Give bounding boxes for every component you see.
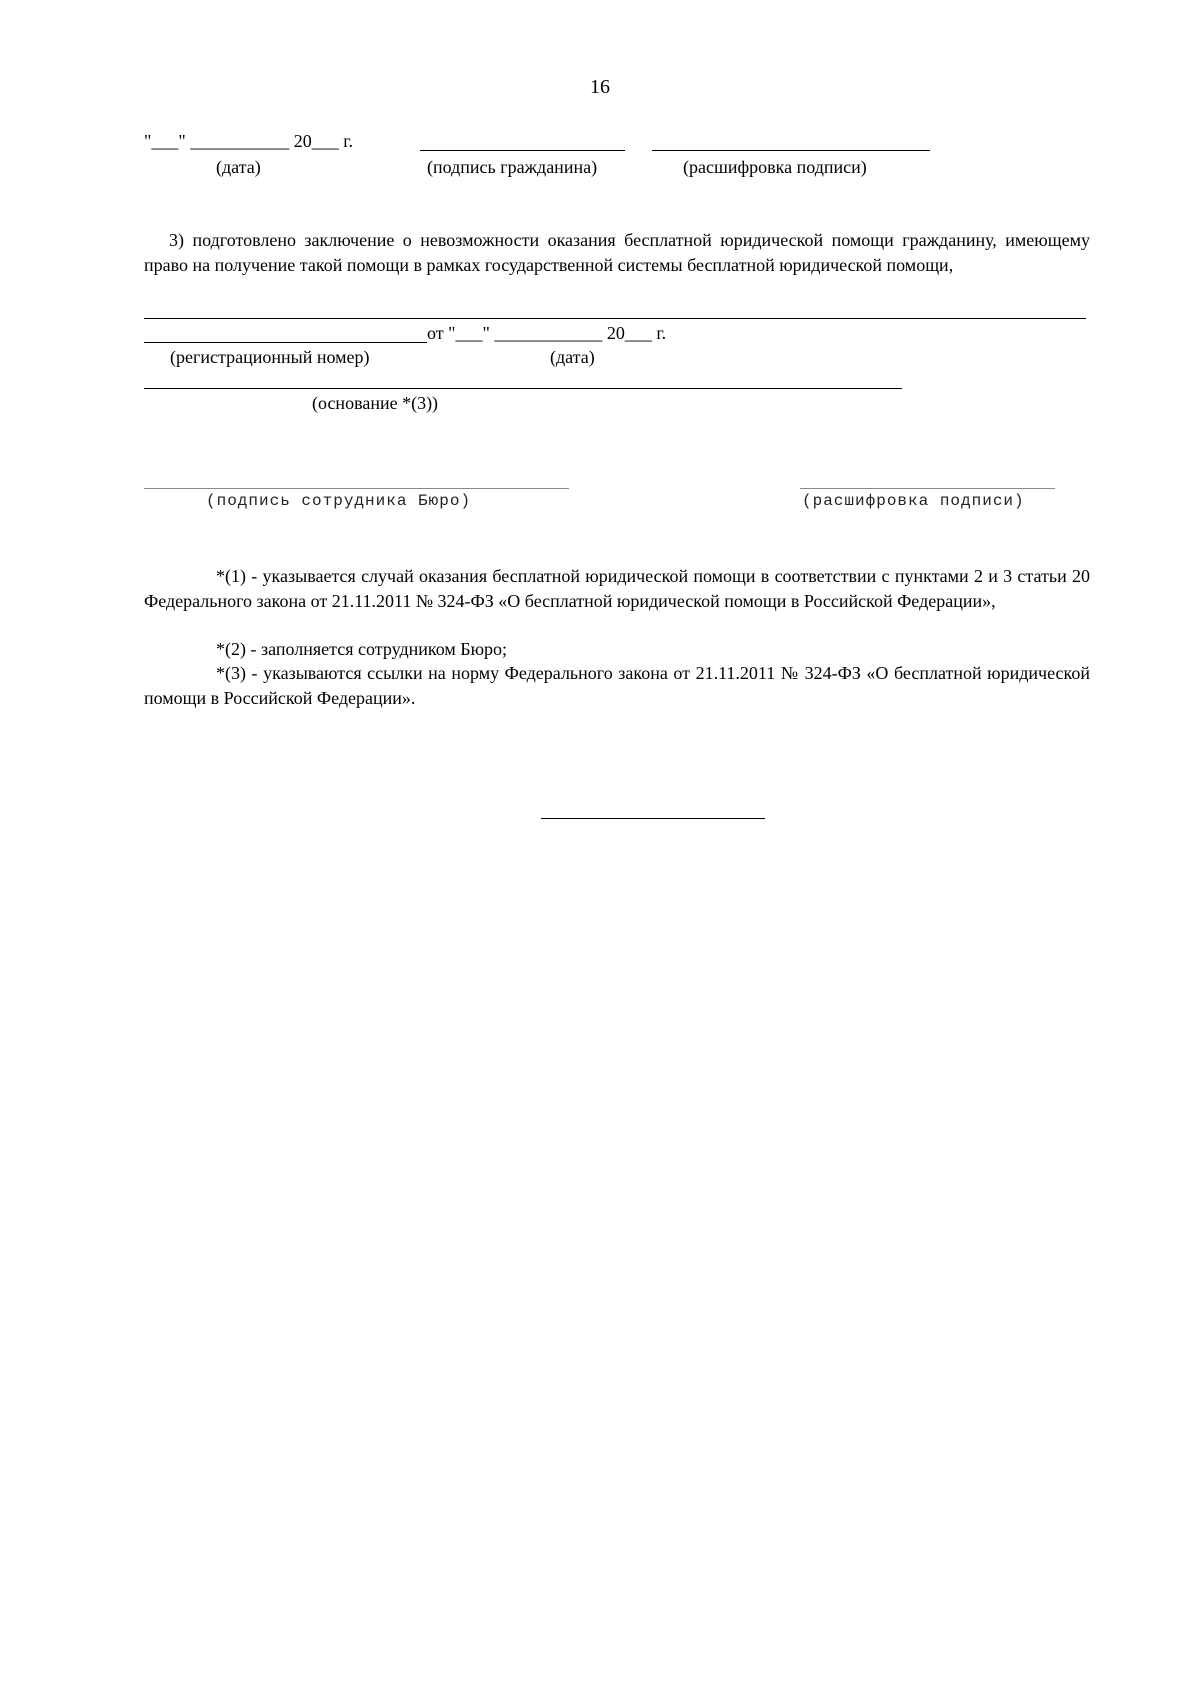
staff-signature-decoding-caption: (расшифровка подписи) [802,492,1025,510]
staff-signature-caption: (подпись сотрудника Бюро) [206,492,472,510]
registration-number-line [144,342,427,343]
basis-caption: (основание *(3)) [312,393,439,413]
footnote-1: *(1) - указывается случай оказания бесплатной юридической помощи в соответствии с пунктами 2 и 3 статьи 20 Федерального закона от 21.11.2011 № 324-ФЗ «О бесплатной юридической помощи в Российской Федерации», [144,566,1090,611]
basis-line [144,388,902,389]
date-line: "___" ___________ 20___ г. [144,131,354,151]
signature-decoding-line [652,150,930,151]
registration-number-caption: (регистрационный номер) [170,347,370,367]
staff-signature-line [144,488,569,489]
blank-line-full [144,318,1086,319]
signature-decoding-caption: (расшифровка подписи) [683,157,867,177]
footnote-3: *(3) - указываются ссылки на норму Федерального закона от 21.11.2011 № 324-ФЗ «О бесплатной юридической помощи в Российской Федерации». [144,663,1090,708]
registration-from-date: от "___" ____________ 20___ г. [427,323,667,343]
citizen-signature-line [420,150,625,151]
end-separator-line [541,818,765,819]
page-number: 16 [590,76,610,98]
registration-date-caption: (дата) [550,347,595,367]
date-caption: (дата) [216,157,261,177]
citizen-signature-caption: (подпись гражданина) [427,157,598,177]
staff-signature-decoding-line [800,488,1055,489]
footnote-2: *(2) - заполняется сотрудником Бюро; [216,639,508,659]
item-3-paragraph: 3) подготовлено заключение о невозможности оказания бесплатной юридической помощи гражданину, имеющему право на получение такой помощи в рамках государственной системы бесплатной юридической помощи, [144,230,1090,275]
